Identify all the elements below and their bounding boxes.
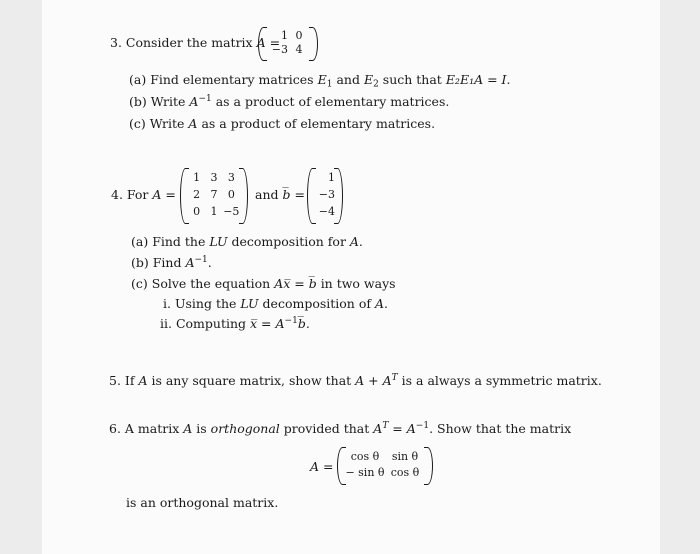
problem-4-matrix-a: 1 3 3 2 7 0 0 1 −5 <box>180 168 248 222</box>
right-border <box>660 0 700 554</box>
left-border <box>0 0 42 554</box>
problem-4c-i: i. Using the LU decomposition of A. <box>163 296 388 311</box>
problem-6-intro: 6. A matrix A is orthogonal provided that $A^T = A^{-1}$. Show that the matrix <box>109 421 572 436</box>
problem-4-vector-b: 1 −3 −4 <box>307 168 343 222</box>
problem-4b: (b) Find $A^{-1}$. <box>131 255 212 270</box>
problem-3c: (c) Write A as a product of elementary matrices. <box>129 116 436 131</box>
problem-4c-ii: ii. Computing x̅ = $A^{-1}b̅$. <box>160 316 310 331</box>
problem-4-and: and b̅ = <box>255 187 305 202</box>
problem-3-matrix: 1 0 −3 4 <box>258 27 318 59</box>
problem-4-intro: 4. For A = <box>111 187 176 202</box>
problem-6-conclusion: is an orthogonal matrix. <box>126 495 279 510</box>
problem-5: 5. If A is any square matrix, show that $A + A^T$ is a always a symmetric matrix. <box>109 373 602 388</box>
problem-3-intro: 3. Consider the matrix A = <box>110 35 281 50</box>
problem-3a: (a) Find elementary matrices $E_1$ and $E_2$ such that E₂E₁A = I. <box>129 72 511 90</box>
problem-4c: (c) Solve the equation Ax̅ = b̅ in two ways <box>131 276 396 291</box>
problem-3b: (b) Write $A^{-1}$ as a product of elementary matrices. <box>129 94 450 109</box>
problem-4a: (a) Find the LU decomposition for A. <box>131 234 363 249</box>
problem-6-matrix-label: A = <box>310 459 334 474</box>
problem-6-rotation-matrix: cos θ sin θ − sin θ cos θ <box>337 447 433 483</box>
